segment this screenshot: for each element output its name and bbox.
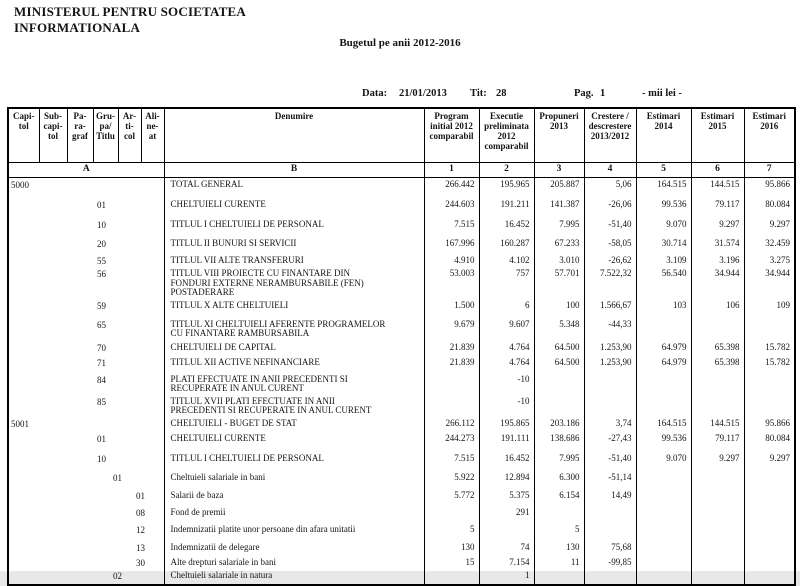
- row-denumire: TITLUL XI CHELTUIELI AFERENTE PROGRAMELOR CU FINANTARE RAMBURSABILA: [164, 318, 424, 341]
- row-value: 9.070: [636, 452, 691, 471]
- column-number-cell: 5: [636, 163, 691, 178]
- row-value: 4.910: [424, 254, 479, 268]
- value-column-header: Crestere / descrestere 2013/2012: [584, 108, 636, 163]
- row-value: 100: [534, 299, 584, 318]
- row-value: 95.866: [744, 417, 795, 432]
- letter-b-cell: B: [164, 163, 424, 178]
- row-value: 65.398: [691, 356, 744, 373]
- row-value: 103: [636, 299, 691, 318]
- row-value: 64.500: [534, 356, 584, 373]
- row-value: 5.922: [424, 471, 479, 489]
- table-row: [8, 299, 795, 318]
- code-column-header: Sub- capi- tol: [39, 108, 67, 163]
- value-column-header: Program initial 2012 comparabil: [424, 108, 479, 163]
- row-denumire: TITLUL II BUNURI SI SERVICII: [164, 237, 424, 254]
- row-value: [584, 373, 636, 395]
- row-value: 5.772: [424, 489, 479, 506]
- row-value: [636, 471, 691, 489]
- row-denumire: TITLUL I CHELTUIELI DE PERSONAL: [164, 452, 424, 471]
- row-value: [534, 506, 584, 523]
- column-number-cell: 1: [424, 163, 479, 178]
- row-value: 14,49: [584, 489, 636, 506]
- row-value: 3.109: [636, 254, 691, 268]
- row-value: [744, 569, 795, 585]
- row-value: 195.965: [479, 178, 534, 198]
- row-value: [479, 523, 534, 541]
- row-value: 16.452: [479, 218, 534, 237]
- row-value: 57.701: [534, 267, 584, 299]
- table-row: [8, 198, 795, 218]
- date-label: Data:: [362, 88, 388, 99]
- row-value: 15.782: [744, 341, 795, 356]
- row-value: [584, 569, 636, 585]
- code-column-header: Capi- tol: [8, 108, 39, 163]
- row-value: 160.287: [479, 237, 534, 254]
- row-value: [744, 471, 795, 489]
- row-value: 167.996: [424, 237, 479, 254]
- table-row: [8, 373, 795, 395]
- row-value: 9.297: [744, 218, 795, 237]
- row-value: [744, 506, 795, 523]
- row-value: 15: [424, 556, 479, 570]
- table-row: [8, 556, 795, 570]
- row-value: [636, 395, 691, 417]
- row-value: 164.515: [636, 178, 691, 198]
- row-value: 205.887: [534, 178, 584, 198]
- table-row: [8, 432, 795, 452]
- table-row: [8, 569, 795, 585]
- row-code: 13: [136, 542, 145, 553]
- letter-a-cell: A: [8, 163, 164, 178]
- row-denumire: TITLUL X ALTE CHELTUIELI: [164, 299, 424, 318]
- row-denumire: PLATI EFECTUATE IN ANII PRECEDENTI SI RECUPERATE IN ANUL CURENT: [164, 373, 424, 395]
- row-value: 11: [534, 556, 584, 570]
- row-value: 1: [479, 569, 534, 585]
- row-value: [636, 318, 691, 341]
- row-value: 7.515: [424, 218, 479, 237]
- row-value: 12.894: [479, 471, 534, 489]
- row-value: -58,05: [584, 237, 636, 254]
- table-row: [8, 356, 795, 373]
- row-value: [744, 523, 795, 541]
- row-value: 34.944: [691, 267, 744, 299]
- row-value: 3,74: [584, 417, 636, 432]
- row-value: [691, 373, 744, 395]
- table-row: [8, 489, 795, 506]
- code-column-header: Ali- ne- at: [141, 108, 164, 163]
- row-code: 20: [97, 238, 106, 249]
- row-value: 95.866: [744, 178, 795, 198]
- row-denumire: TITLUL I CHELTUIELI DE PERSONAL: [164, 218, 424, 237]
- value-column-header: Estimari 2015: [691, 108, 744, 163]
- column-number-cell: 6: [691, 163, 744, 178]
- row-value: [584, 523, 636, 541]
- row-value: 130: [534, 541, 584, 556]
- table-row: [8, 218, 795, 237]
- ministry-name: MINISTERUL PENTRU SOCIETATEA INFORMATIONALA: [14, 4, 246, 35]
- row-value: -26,06: [584, 198, 636, 218]
- row-value: 1.566,67: [584, 299, 636, 318]
- row-value: 30.714: [636, 237, 691, 254]
- row-value: 6: [479, 299, 534, 318]
- row-value: 138.686: [534, 432, 584, 452]
- row-value: [424, 569, 479, 585]
- column-number-cell: 2: [479, 163, 534, 178]
- row-denumire: CHELTUIELI DE CAPITAL: [164, 341, 424, 356]
- title-code-label: Tit:: [470, 88, 487, 99]
- page-number-value: 1: [600, 88, 606, 99]
- row-value: 32.459: [744, 237, 795, 254]
- budget-table: [7, 107, 796, 586]
- row-value: 31.574: [691, 237, 744, 254]
- table-row: [8, 318, 795, 341]
- value-column-header: Estimari 2014: [636, 108, 691, 163]
- code-column-header: Pa- ra- graf: [67, 108, 93, 163]
- row-code: 71: [97, 357, 106, 368]
- row-value: [744, 489, 795, 506]
- row-value: 130: [424, 541, 479, 556]
- row-value: 15.782: [744, 356, 795, 373]
- row-value: 141.387: [534, 198, 584, 218]
- row-value: 79.117: [691, 432, 744, 452]
- row-value: 244.273: [424, 432, 479, 452]
- row-value: 9.297: [691, 452, 744, 471]
- row-denumire: TITLUL VII ALTE TRANSFERURI: [164, 254, 424, 268]
- row-denumire: TOTAL GENERAL: [164, 178, 424, 198]
- row-value: 67.233: [534, 237, 584, 254]
- row-value: 75,68: [584, 541, 636, 556]
- row-value: 144.515: [691, 417, 744, 432]
- row-value: 4.764: [479, 356, 534, 373]
- row-value: [744, 556, 795, 570]
- column-number-cell: 4: [584, 163, 636, 178]
- title-code-value: 28: [496, 88, 507, 99]
- row-code: 55: [97, 255, 106, 266]
- row-code: 10: [97, 219, 106, 230]
- row-value: 109: [744, 299, 795, 318]
- row-value: 64.979: [636, 356, 691, 373]
- row-value: 1.500: [424, 299, 479, 318]
- row-value: 195.865: [479, 417, 534, 432]
- row-code: 65: [97, 319, 106, 330]
- row-denumire: Fond de premii: [164, 506, 424, 523]
- row-code: 85: [97, 396, 106, 407]
- row-code: 01: [97, 433, 106, 444]
- row-value: 16.452: [479, 452, 534, 471]
- row-value: 9.070: [636, 218, 691, 237]
- row-value: [636, 523, 691, 541]
- row-denumire: Indemnizatii platite unor persoane din afara unitatii: [164, 523, 424, 541]
- column-number-cell: 3: [534, 163, 584, 178]
- table-row: [8, 237, 795, 254]
- row-value: [636, 506, 691, 523]
- row-denumire: CHELTUIELI - BUGET DE STAT: [164, 417, 424, 432]
- row-code: 02: [113, 571, 122, 581]
- row-value: -10: [479, 373, 534, 395]
- table-letter-row: [8, 163, 795, 178]
- row-code: 5000: [11, 180, 29, 190]
- row-value: [691, 541, 744, 556]
- row-value: 757: [479, 267, 534, 299]
- table-row: [8, 395, 795, 417]
- row-value: 80.084: [744, 432, 795, 452]
- row-value: 164.515: [636, 417, 691, 432]
- row-value: [424, 506, 479, 523]
- row-denumire: Cheltuieli salariale in natura: [164, 569, 424, 585]
- value-column-header: Executie preliminata 2012 comparabil: [479, 108, 534, 163]
- row-value: 191.211: [479, 198, 534, 218]
- row-value: [691, 395, 744, 417]
- row-value: -51,14: [584, 471, 636, 489]
- row-value: 4.102: [479, 254, 534, 268]
- row-code: 5001: [11, 418, 29, 429]
- row-denumire: CHELTUIELI CURENTE: [164, 198, 424, 218]
- row-value: 21.839: [424, 356, 479, 373]
- row-value: 5: [534, 523, 584, 541]
- table-row: [8, 506, 795, 523]
- value-column-header: Estimari 2016: [744, 108, 795, 163]
- row-code: 01: [136, 490, 145, 501]
- row-value: [691, 506, 744, 523]
- table-row: [8, 452, 795, 471]
- row-value: 80.084: [744, 198, 795, 218]
- row-value: [691, 489, 744, 506]
- value-column-header: Propuneri 2013: [534, 108, 584, 163]
- row-value: [691, 471, 744, 489]
- row-value: 74: [479, 541, 534, 556]
- row-value: 64.979: [636, 341, 691, 356]
- row-value: 7.522,32: [584, 267, 636, 299]
- date-value: 21/01/2013: [399, 88, 447, 99]
- row-denumire: Salarii de baza: [164, 489, 424, 506]
- table-row: [8, 417, 795, 432]
- row-value: [534, 395, 584, 417]
- row-value: 203.186: [534, 417, 584, 432]
- row-value: 56.540: [636, 267, 691, 299]
- row-value: 191.111: [479, 432, 534, 452]
- row-value: 7.995: [534, 218, 584, 237]
- row-value: [636, 541, 691, 556]
- row-value: 9.297: [691, 218, 744, 237]
- row-value: -44,33: [584, 318, 636, 341]
- table-header-row: [8, 108, 795, 163]
- row-value: -51,40: [584, 452, 636, 471]
- row-denumire: Alte drepturi salariale in bani: [164, 556, 424, 570]
- row-value: 291: [479, 506, 534, 523]
- row-value: [744, 373, 795, 395]
- row-value: 3.196: [691, 254, 744, 268]
- row-value: [691, 556, 744, 570]
- code-column-header: Gru- pa/ Titlu: [93, 108, 118, 163]
- row-value: -99,85: [584, 556, 636, 570]
- row-code: 70: [97, 342, 106, 353]
- row-value: [584, 506, 636, 523]
- row-code: 30: [136, 557, 145, 568]
- row-value: [424, 373, 479, 395]
- row-value: 106: [691, 299, 744, 318]
- row-value: 5: [424, 523, 479, 541]
- row-value: 3.275: [744, 254, 795, 268]
- row-value: 21.839: [424, 341, 479, 356]
- row-value: 5.348: [534, 318, 584, 341]
- row-value: 4.764: [479, 341, 534, 356]
- row-code: 84: [97, 374, 106, 385]
- row-value: 1.253,90: [584, 356, 636, 373]
- document-title: Bugetul pe anii 2012-2016: [339, 37, 461, 49]
- row-value: [744, 318, 795, 341]
- row-value: 7.995: [534, 452, 584, 471]
- row-value: -27,43: [584, 432, 636, 452]
- table-row: [8, 254, 795, 268]
- table-row: [8, 267, 795, 299]
- table-row: [8, 523, 795, 541]
- row-value: 266.442: [424, 178, 479, 198]
- table-row: [8, 471, 795, 489]
- unit-label: - mii lei -: [642, 88, 682, 99]
- denumire-column-header: Denumire: [164, 108, 424, 163]
- table-row: [8, 541, 795, 556]
- table-row: [8, 178, 795, 198]
- row-value: [691, 569, 744, 585]
- row-value: 6.300: [534, 471, 584, 489]
- row-value: 144.515: [691, 178, 744, 198]
- row-code: 10: [97, 453, 106, 464]
- row-value: -51,40: [584, 218, 636, 237]
- row-value: 9.607: [479, 318, 534, 341]
- row-value: -10: [479, 395, 534, 417]
- row-value: 64.500: [534, 341, 584, 356]
- row-value: 7.154: [479, 556, 534, 570]
- row-value: 7.515: [424, 452, 479, 471]
- row-value: 99.536: [636, 432, 691, 452]
- row-value: -26,62: [584, 254, 636, 268]
- row-value: 6.154: [534, 489, 584, 506]
- row-value: [534, 569, 584, 585]
- row-value: 5.375: [479, 489, 534, 506]
- row-value: 9.679: [424, 318, 479, 341]
- row-value: [636, 373, 691, 395]
- row-value: [636, 569, 691, 585]
- row-value: 244.603: [424, 198, 479, 218]
- row-value: 266.112: [424, 417, 479, 432]
- row-value: 5,06: [584, 178, 636, 198]
- table-row: [8, 341, 795, 356]
- row-value: 9.297: [744, 452, 795, 471]
- row-code: 08: [136, 507, 145, 518]
- row-code: 01: [113, 472, 122, 483]
- row-value: 3.010: [534, 254, 584, 268]
- row-denumire: TITLUL XII ACTIVE NEFINANCIARE: [164, 356, 424, 373]
- column-number-cell: 7: [744, 163, 795, 178]
- row-value: [691, 318, 744, 341]
- row-value: 79.117: [691, 198, 744, 218]
- row-value: 53.003: [424, 267, 479, 299]
- row-value: [744, 395, 795, 417]
- row-code: 12: [136, 524, 145, 535]
- row-value: [744, 541, 795, 556]
- row-value: 65.398: [691, 341, 744, 356]
- row-value: 34.944: [744, 267, 795, 299]
- row-denumire: TITLUL XVII PLATI EFECTUATE IN ANII PRECEDENTI SI RECUPERATE IN ANUL CURENT: [164, 395, 424, 417]
- row-value: [691, 523, 744, 541]
- row-denumire: CHELTUIELI CURENTE: [164, 432, 424, 452]
- row-value: [584, 395, 636, 417]
- row-value: [636, 489, 691, 506]
- row-denumire: Indemnizatii de delegare: [164, 541, 424, 556]
- row-value: [534, 373, 584, 395]
- page-number-label: Pag.: [574, 88, 594, 99]
- code-column-header: Ar- ti- col: [118, 108, 141, 163]
- row-denumire: TITLUL VIII PROIECTE CU FINANTARE DIN FONDURI EXTERNE NERAMBURSABILE (FEN) POSTADERARE: [164, 267, 424, 299]
- row-code: 59: [97, 300, 106, 311]
- row-code: 56: [97, 269, 106, 279]
- row-value: 99.536: [636, 198, 691, 218]
- row-value: [636, 556, 691, 570]
- row-denumire: Cheltuieli salariale in bani: [164, 471, 424, 489]
- row-code: 01: [97, 199, 106, 210]
- row-value: [424, 395, 479, 417]
- row-value: 1.253,90: [584, 341, 636, 356]
